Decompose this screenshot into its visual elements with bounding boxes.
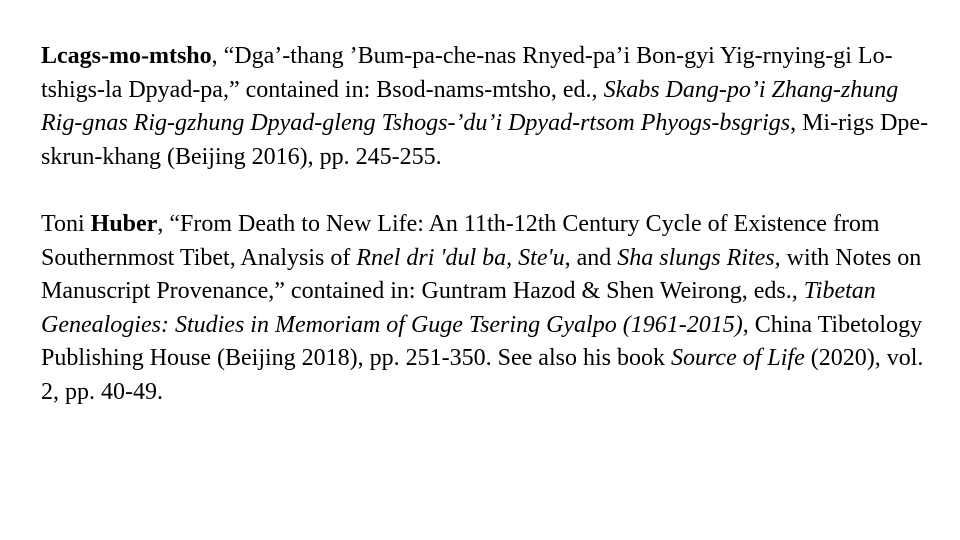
author-first-name: Toni [41, 210, 91, 237]
entry-text: , “From Death to New Life: An 11th-12th Century Cycle of Existence from Southernmost Tibet, Analysis of [41, 210, 880, 271]
ritual-title: Rnel dri 'dul ba, Ste'u [356, 244, 565, 271]
author-surname: Huber [90, 210, 158, 237]
bibliography-entry-lcags-mo-mtsho [41, 40, 941, 174]
book-title: Skabs Dang-po’i Zhang-zhung Rig-gnas Rig-gzhung Dpyad-gleng Tshogs-’du’i Dpyad-rtsom Phyogs-bsgrigs [41, 76, 899, 137]
publication-info: (2020), vol. 2, pp. 40-49. [41, 345, 924, 405]
book-title: Tibetan Genealogies: Studies in Memoriam of Guge Tsering Gyalpo (1961-2015) [41, 278, 876, 338]
publication-info: , China Tibetology Publishing House (Beijing 2018), pp. 251-350. See also his book [41, 311, 923, 372]
book-title: Source of Life [670, 345, 805, 372]
entry-text: , “Dga’-thang ’Bum-pa-che-nas Rnyed-pa’i Bon-gyi Yig-rnying-gi Lo-tshigs-la Dpyad-pa,” contained in: Bsod-nams-mtsho, ed., [41, 43, 893, 103]
bibliography-entry-huber [41, 208, 941, 410]
author-name: Lcags-mo-mtsho [41, 43, 212, 69]
ritual-title: Sha slungs Rites, [617, 244, 781, 271]
publication-info: , Mi-rigs Dpe-skrun-khang (Beijing 2016), pp. 245-255. [41, 110, 929, 170]
entry-text: with Notes on Manuscript Provenance,” contained in: Guntram Hazod & Shen Weirong, eds., [41, 244, 922, 305]
entry-text: , and [564, 244, 618, 271]
bibliography [41, 40, 941, 410]
